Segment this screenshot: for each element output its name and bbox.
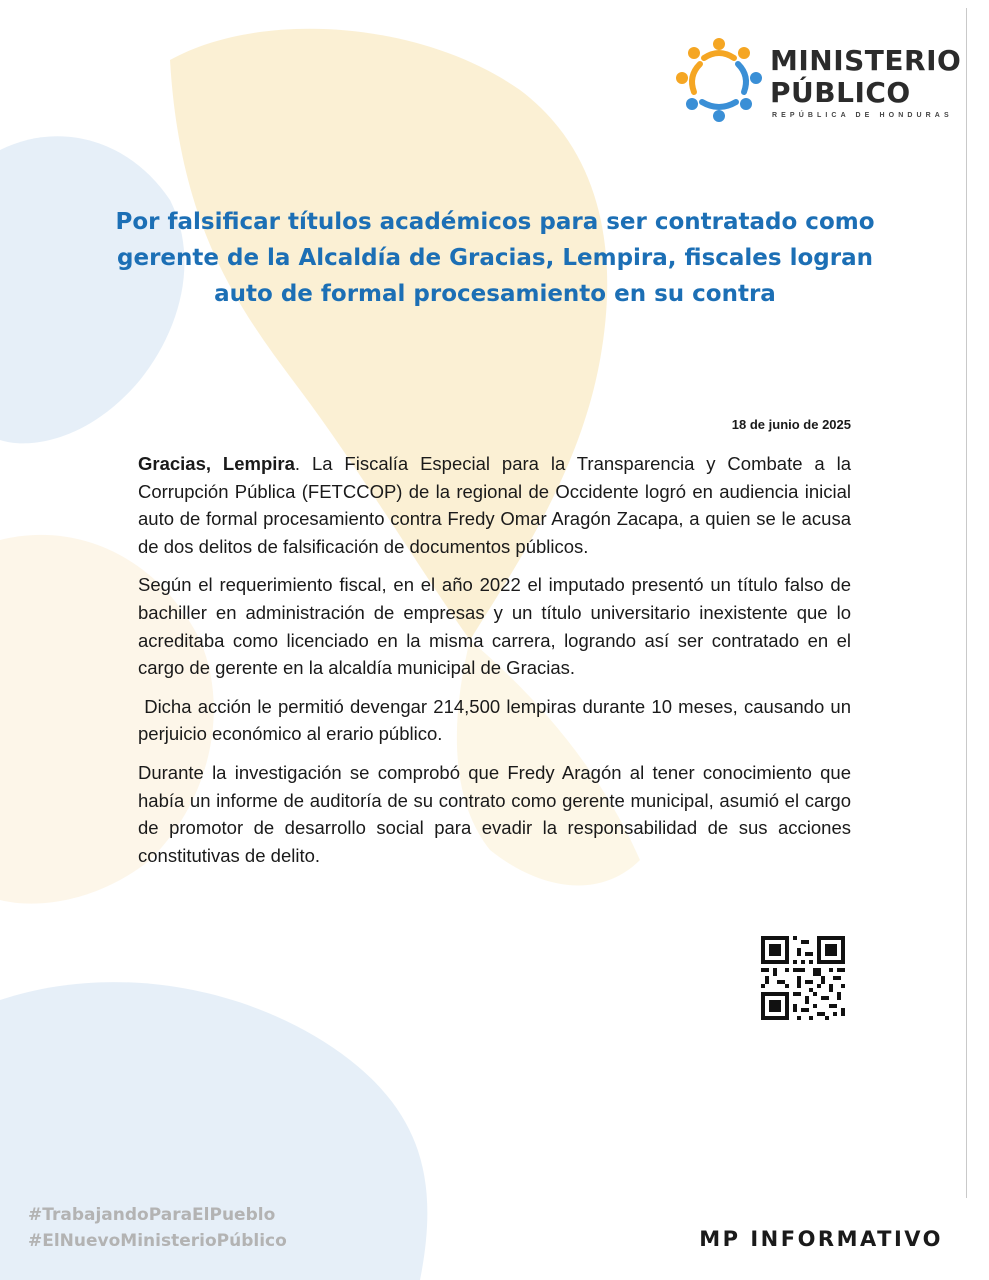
logo-subtitle: REPÚBLICA DE HONDURAS	[772, 112, 953, 119]
body-paragraph-3: Dicha acción le permitió devengar 214,500 lempiras durante 10 meses, causando un perjuicio económico al erario público.	[138, 695, 857, 745]
mp-informativo-brand: MP INFORMATIVO	[699, 1227, 943, 1251]
page-right-border	[966, 8, 967, 1198]
body-paragraph-1-text: . La Fiscalía Especial para la Transparencia y Combate a la Corrupción Pública (FETCCOP) de la regional de Occidente logró en audiencia inicial auto de formal procesamiento contra Fredy Omar Aragón Zacapa, a quien se le acusa de dos delitos de falsificación de documentos públicos.	[138, 453, 851, 557]
press-release-body	[138, 450, 857, 880]
release-date: 18 de junio de 2025	[731, 417, 851, 432]
dateline-location: Gracias, Lempira	[138, 453, 295, 474]
people-circle-emblem-icon	[674, 36, 764, 126]
headline-line-1: Por falsificar títulos académicos para ser contratado como	[115, 209, 875, 235]
ministerio-publico-logo	[674, 36, 964, 128]
body-paragraph-2: Según el requerimiento fiscal, en el año 2022 el imputado presentó un título falso de bachiller en administración de empresas y un título universitario inexistente que lo acreditaba como licenciado en la misma carrera, logrando así ser contratado en el cargo de gerente en la alcaldía municipal de Gracias.	[138, 574, 851, 679]
logo-title-line2: PÚBLICO	[770, 76, 911, 109]
body-paragraph-4: Durante la investigación se comprobó que Fredy Aragón al tener conocimiento que había un informe de auditoría de su contrato como gerente municipal, asumió el cargo de promotor de desarrollo social para evadir la responsabilidad de sus acciones constitutivas de delito.	[138, 761, 851, 866]
body-paragraph-1	[138, 450, 851, 560]
headline-line-3: auto de formal procesamiento en su contra	[214, 281, 776, 307]
press-release-headline	[110, 204, 880, 312]
logo-title-line1: MINISTERIO	[770, 44, 962, 77]
qr-code-icon	[761, 936, 845, 1020]
hashtag-nuevo-ministerio: #ElNuevoMinisterioPúblico	[28, 1231, 287, 1251]
hashtag-trabajando: #TrabajandoParaElPueblo	[28, 1205, 276, 1225]
headline-line-2: gerente de la Alcaldía de Gracias, Lempira, fiscales logran	[117, 245, 873, 271]
